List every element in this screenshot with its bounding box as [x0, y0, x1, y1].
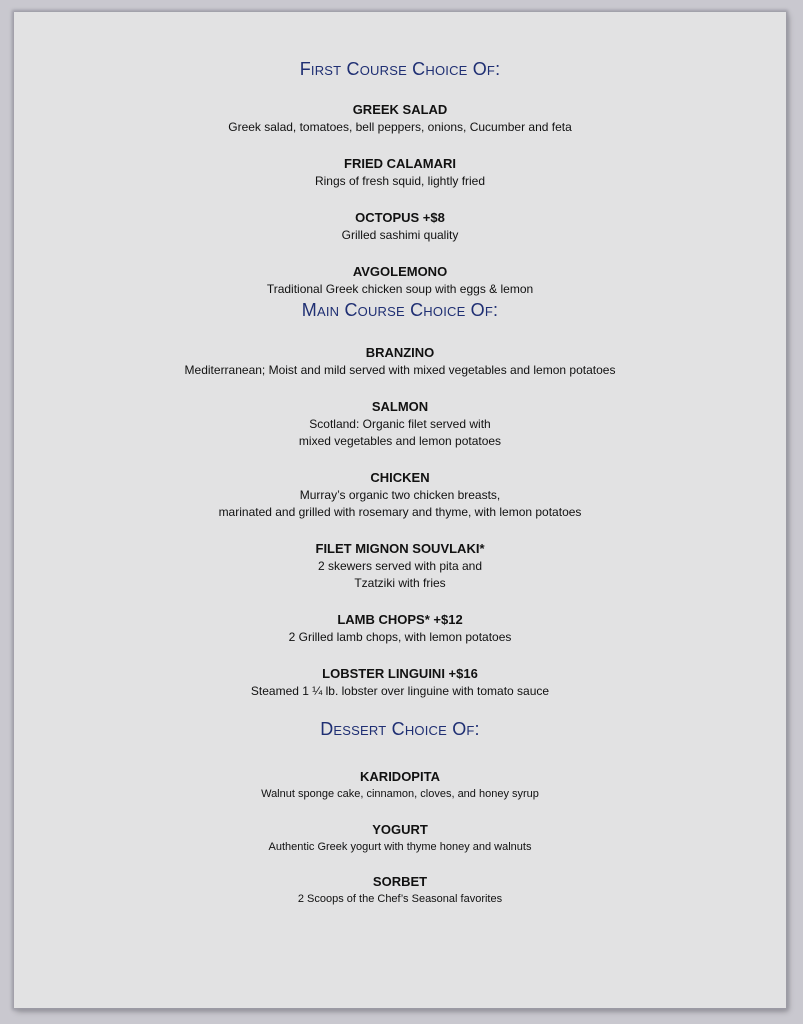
menu-item-name: BRANZINO	[365, 345, 435, 360]
menu-item-salmon	[14, 398, 786, 450]
menu-item-description: Scotland: Organic filet served with	[309, 417, 491, 431]
menu-item-description: Tzatziki with fries	[354, 576, 446, 590]
menu-item-name: FILET MIGNON SOUVLAKI*	[315, 541, 485, 556]
section-heading-first-course	[14, 59, 786, 80]
menu-page	[14, 12, 786, 1008]
menu-item-description: 2 Scoops of the Chef’s Seasonal favorites	[297, 893, 503, 905]
menu-item-description: Grilled sashimi quality	[341, 228, 459, 242]
menu-item-name: OCTOPUS +$8	[355, 210, 445, 225]
menu-item-name: YOGURT	[372, 822, 428, 837]
section-subtitle: Choice Of:	[410, 300, 499, 320]
menu-item-name: AVGOLEMONO	[352, 264, 448, 279]
menu-item-description: marinated and grilled with rosemary and thyme, with lemon potatoes	[218, 505, 582, 519]
menu-item-name: SALMON	[371, 399, 429, 414]
menu-item-description: Steamed 1 ¼ lb. lobster over linguine with tomato sauce	[250, 684, 550, 698]
section-heading-main-course	[14, 300, 786, 321]
menu-item-karidopita	[14, 768, 786, 803]
menu-item-name: LOBSTER LINGUINI +$16	[322, 666, 478, 681]
menu-item-description: mixed vegetables and lemon potatoes	[298, 434, 502, 448]
menu-item-description: 2 skewers served with pita and	[317, 559, 483, 573]
menu-item-fried-calamari	[14, 155, 786, 190]
menu-item-name: KARIDOPITA	[360, 769, 440, 784]
section-subtitle: Choice Of:	[391, 719, 480, 739]
menu-item-description: Mediterranean; Moist and mild served with mixed vegetables and lemon potatoes	[184, 363, 616, 377]
menu-item-name: FRIED CALAMARI	[344, 156, 456, 171]
menu-item-description: Traditional Greek chicken soup with eggs & lemon	[266, 282, 534, 296]
section-title: Main Course	[301, 300, 405, 320]
menu-item-description: 2 Grilled lamb chops, with lemon potatoes	[288, 630, 512, 644]
menu-item-description: Murray’s organic two chicken breasts,	[299, 488, 501, 502]
section-title: First Course	[299, 59, 407, 79]
menu-item-sorbet	[14, 873, 786, 908]
menu-item-description: Walnut sponge cake, cinnamon, cloves, and honey syrup	[261, 788, 539, 800]
section-heading-dessert	[14, 719, 786, 740]
menu-item-octopus	[14, 209, 786, 244]
menu-item-chicken	[14, 469, 786, 521]
menu-item-branzino	[14, 344, 786, 379]
section-title: Dessert	[320, 719, 387, 739]
menu-item-description: Greek salad, tomatoes, bell peppers, onions, Cucumber and feta	[228, 120, 572, 134]
menu-item-lobster-linguini	[14, 665, 786, 700]
menu-item-filet-mignon-souvlaki	[14, 540, 786, 592]
section-subtitle: Choice Of:	[412, 59, 501, 79]
menu-item-yogurt	[14, 821, 786, 856]
menu-item-description: Authentic Greek yogurt with thyme honey and walnuts	[268, 841, 532, 853]
menu-item-name: LAMB CHOPS* +$12	[337, 612, 463, 627]
menu-item-avgolemono	[14, 263, 786, 298]
menu-item-description: Rings of fresh squid, lightly fried	[314, 174, 486, 188]
menu-item-name: GREEK SALAD	[352, 102, 448, 117]
menu-item-name: SORBET	[372, 874, 428, 889]
menu-item-greek-salad	[14, 101, 786, 136]
menu-item-lamb-chops	[14, 611, 786, 646]
menu-item-name: CHICKEN	[370, 470, 430, 485]
